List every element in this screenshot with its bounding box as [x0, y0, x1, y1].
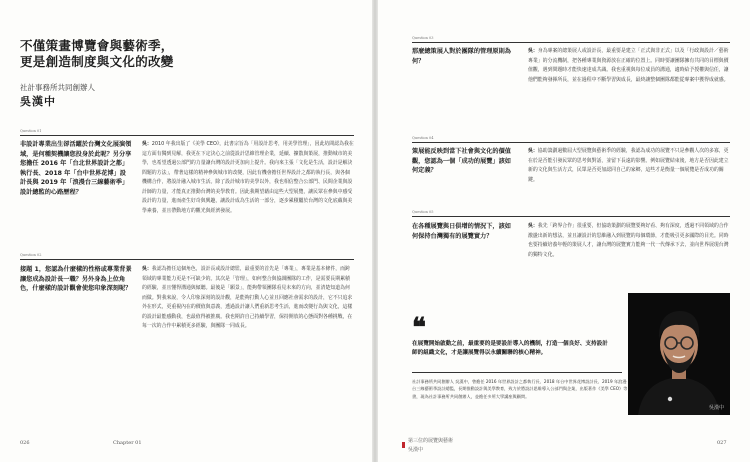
answer-text-2: [142, 265, 354, 417]
answer-text-3: [528, 47, 730, 133]
answer-body-4: 協助籌劃過數屆大型展覽與藝術季的經驗，我認為成功的展覽不只是參觀人次的多寡，更在於是否能引發民眾的思考與對話，並留下長遠的影響。例如展覽結束後，地方是否因此建立新的文化與生活方式，民眾是否更加認同自己的家鄉，這些才是衡量一個展覽是否成功的關鍵。: [528, 148, 729, 183]
question-text-3: 那麼總策展人對於團隊的管理原則為何？: [412, 48, 511, 65]
question-divider-1: [20, 135, 354, 136]
question-text-4: 策展能反映到當下社會與文化的價值觀，您認為一個「成功的展覽」該如何定義？: [412, 148, 511, 175]
pull-quote: 在展覽開始啟動之前，最重要的是要設計導入的機制，打造一個良好、支持設計師的組織文化，才是讓展覽得以永續關聯的核心精神。: [412, 341, 608, 356]
question-label-4: Question 04: [412, 136, 434, 140]
question-divider-2: [20, 259, 354, 260]
author-name: 吳漢中: [20, 95, 56, 108]
question-text-5: 在各種展覽與日俱增的情況下，該如何保持台灣獨有的展覽實力？: [412, 223, 511, 240]
question-label-5: Question 05: [412, 210, 434, 214]
footer-accent-mark: [402, 442, 405, 448]
left-page-number: 026: [20, 440, 30, 446]
answer-body-3: 身為專案的總策展人或設計長，最重要是建立「正式與非正式」以及「行政與設計／藝術專業」的分流機制，把各種專業與資源放在正確的位置上。同時要讓團隊擁有共同的目標與價值觀，遇到問題時才能快速達成共識。我也重視與每位成員的溝通，適時給予授權與信任，讓他們能夠發揮所長，並在過程中不斷學習與成長，最終讓整個團隊都能從專案中獲得成就感。: [528, 48, 729, 83]
quote-divider: [412, 372, 622, 373]
answer-text-1: [142, 140, 354, 248]
quote-mark-icon: ❝: [412, 313, 426, 343]
question-label-3: Question 03: [412, 36, 434, 40]
answer-body-1: 2010 年我出版了《美學 CEO》，此書宗旨為「用設計思考，用美學管理」，因此坊間認為我在這方面有獨到見解，我更在下定決心之前從設計思維管理企業，延續、擴散與策展，推動城市的美學，也希望透過公部門的力量讓台灣的設計更加向上提升。我向來主張「文化是生活，設計是解決問題的方法」，帶著這樣的精神參與城市的改變，因此有機會擔任世界設計之都的執行長，與各個機構合作，將設計融入城市生活。除了設計城市的美學以外，我也相信整合公部門、民間企業與設計師的力量，才能真正推動台灣的美學教育。因此我期望藉由這些大型展覽，讓民眾在參與中感受設計的力量，進而產生好奇與興趣，讓設計成為生活的一部分，逐步累積屬於台灣的文化底蘊與美學素養，並且帶動地方的觀光與經濟發展。: [142, 141, 354, 214]
answer-speaker-3: 吳：: [528, 48, 538, 54]
running-name: 吳漢中: [408, 447, 424, 453]
author-role: 社計事務所共同創辦人: [20, 83, 95, 92]
question-divider-3: [412, 42, 730, 43]
title-line-2: 更是創造制度與文化的改變: [20, 54, 174, 69]
portrait-illustration: [628, 293, 730, 415]
article-title: [20, 38, 320, 70]
right-page-number: 027: [717, 440, 727, 446]
author-bio: 社計事務所共同創辦人 吳漢中，曾擔任 2016 年世界設計之都執行長、2018 年台中世界花博設計長、2019 年浪漫台三線藝術季設計總監，長期推動設計與美學教育，致力於將設計思維導入公部門與企業，出版著作《美學 CEO》等書，現為社計事務所共同創辦人，並擔任多所大學講座與顧問。: [412, 379, 628, 399]
author-portrait: [628, 293, 730, 415]
portrait-caption: 吳漢中: [708, 405, 724, 411]
question-divider-4: [412, 142, 730, 143]
page-gutter: [372, 0, 378, 462]
question-divider-5: [412, 216, 730, 217]
answer-body-2: 我認為擔任這個角色，設計長或設計總監，最重要的首先是「專業」，專業是基本條件，而跨領域的專業能力更是不可缺少的。其次是「管理」，如何整合與協調團隊的工作，是需要長期累積的經驗，並且懂得溝通與傾聽。最後是「願景」，能夠帶領團隊看見未來的方向，並清楚知道為何而做。對我來說，令人印象深刻的設計觀，是能夠打動人心並且回應社會需求的設計，它不只追求外在形式，更重視內在的價值與意義，透過設計讓人們重新思考生活，進而改變行為與文化，這樣的設計最能感動我，也最值得被推廣。我也期許自己持續學習，保持開放的心態面對各種挑戰，在每一次的合作中累積更多經驗，與團隊一同成長。: [142, 266, 353, 329]
chapter-label: Chapter 01: [113, 440, 142, 446]
answer-body-5: 我先「跨界合作」很重要，但協助策劃的展覽要夠好看、夠有深度，透過不同領域的合作激盪出新的想法，並且讓設計的思維融入到展覽的每個環節，才能吸引更多國際的目光。同時也要持續培養年輕的策展人才，讓台灣的展覽實力能夠一代一代傳承下去，並向世界展現台灣的獨特文化。: [528, 223, 729, 258]
running-title: 第三位的展覽與藝術: [408, 438, 454, 444]
answer-text-4: [528, 147, 730, 205]
question-text-1: 非設計專業出生卻活躍於台灣文化展演領域，是何種契機讓您投身於此呢？另分享您擔任 2016 年「台北世界設計之都」執行長、2018 年「台中世界花博」設計長與 2019 年「浪漫台三線藝術季」設計總監的心路歷程？: [20, 141, 132, 196]
question-label-2: Question 02: [20, 253, 42, 257]
title-line-1: 不僅策畫博覽會與藝術季，: [20, 38, 174, 53]
answer-speaker-4: 吳：: [528, 148, 538, 154]
answer-speaker-5: 吳：: [528, 223, 538, 229]
answer-text-5: [528, 222, 730, 280]
answer-speaker-2: 吳：: [142, 266, 152, 272]
answer-speaker-1: 吳：: [142, 141, 152, 147]
question-label-1: Question 01: [20, 129, 42, 133]
question-text-2: 接題 1，您認為什麼樣的性格或專業背景讓您成為設計長一職？另外身為上位角色，什麼樣的設計觀會使您印象深刻呢？: [20, 266, 132, 293]
